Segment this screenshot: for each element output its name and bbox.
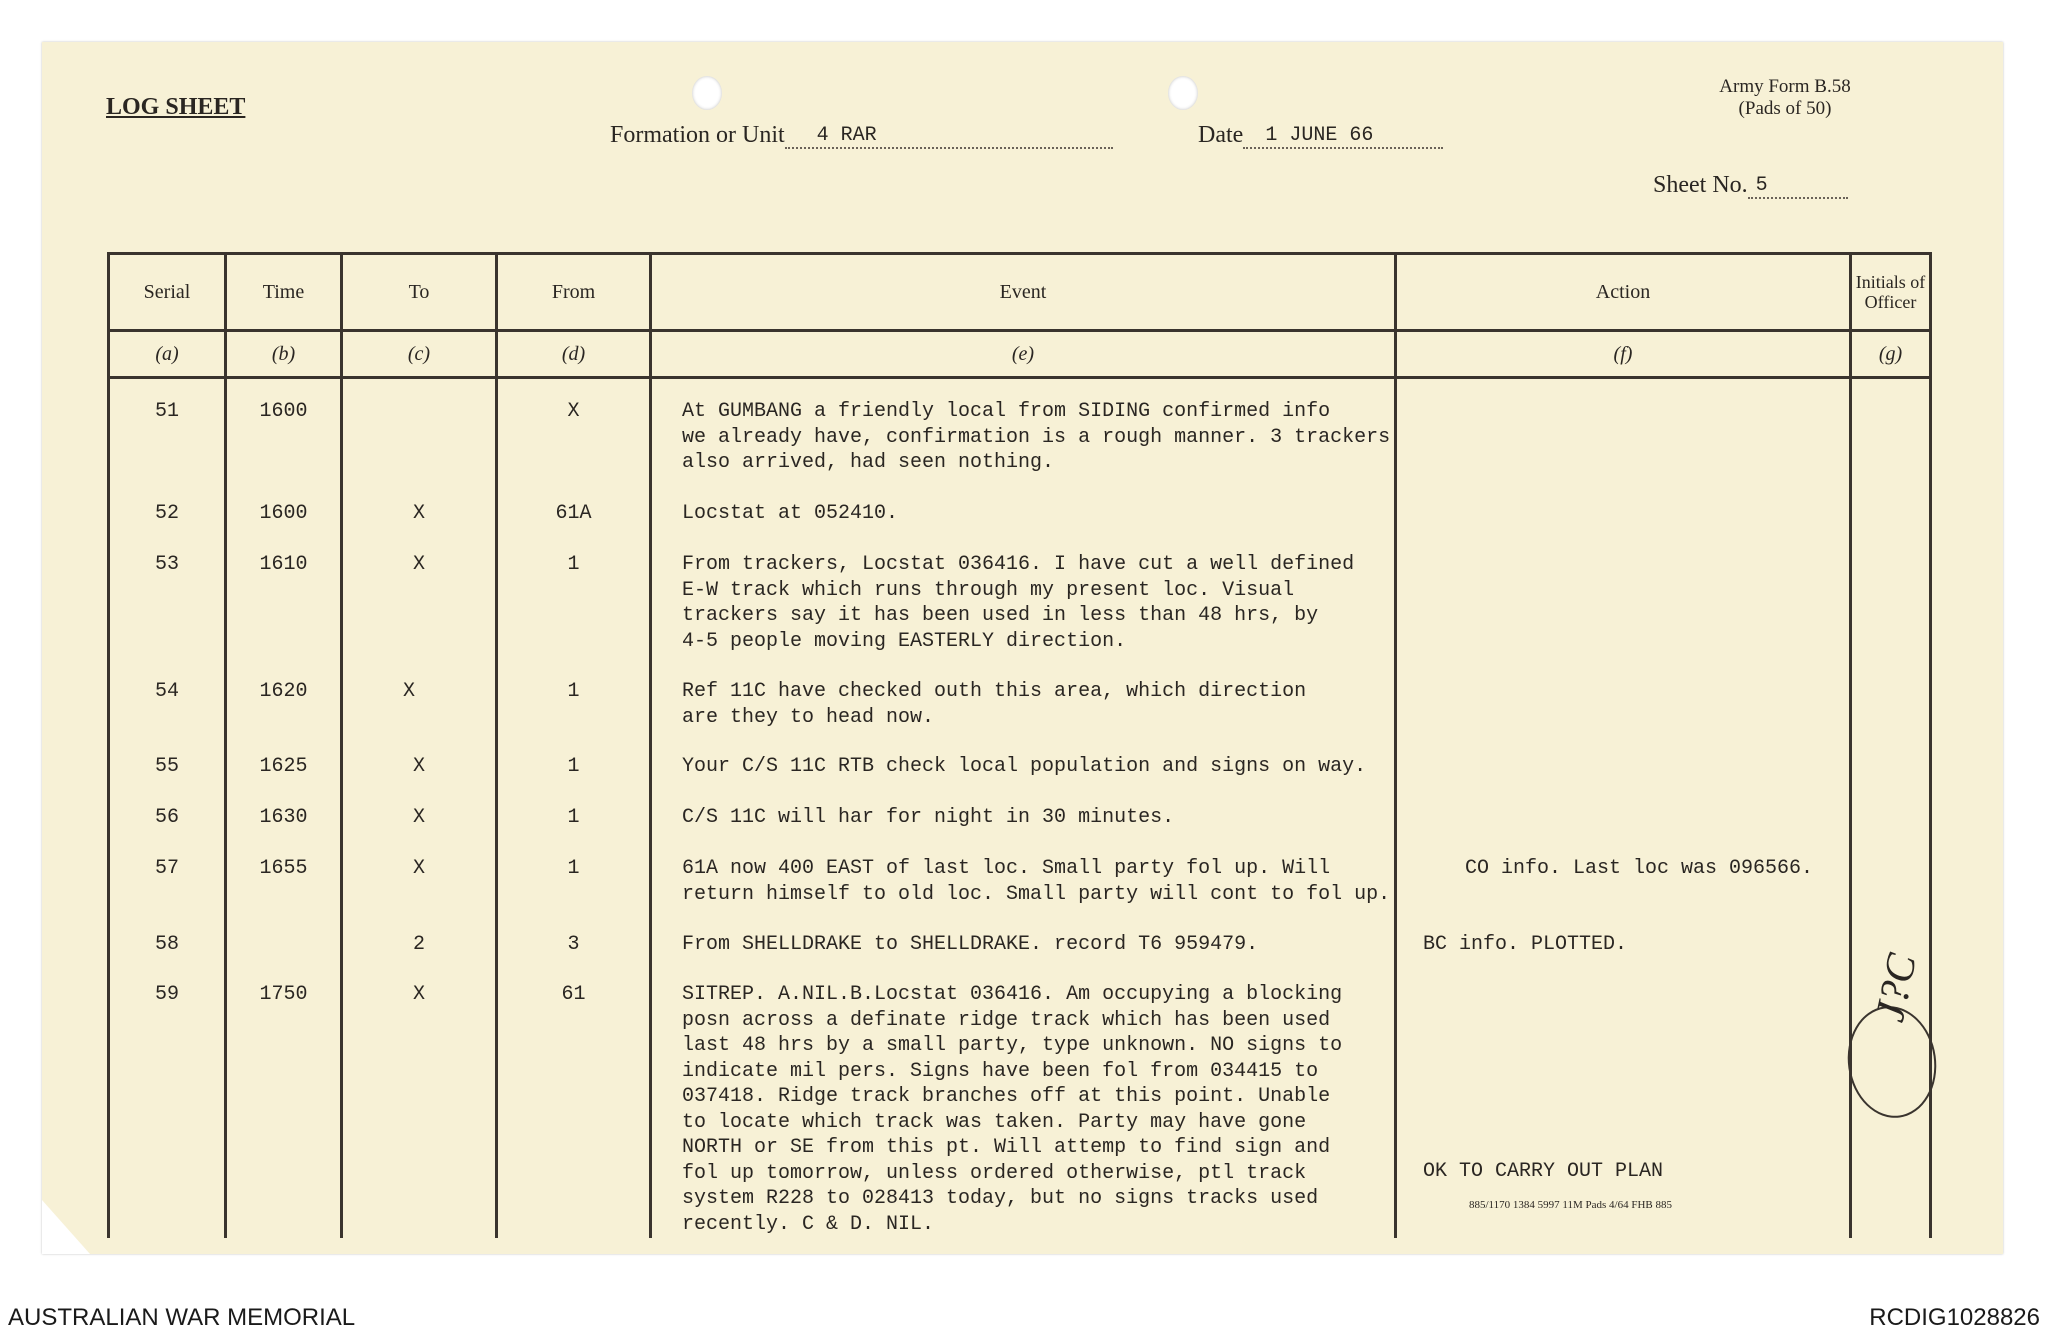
to-cell: 2 bbox=[412, 933, 425, 956]
from-cell: 1 bbox=[567, 857, 580, 880]
time-cell: 1610 bbox=[259, 553, 308, 576]
col-letter-f: (f) bbox=[1396, 331, 1851, 378]
event-cell: From SHELLDRAKE to SHELLDRAKE. record T6 959479. bbox=[682, 933, 1259, 956]
date-field bbox=[1198, 122, 1443, 149]
pads-note: (Pads of 50) bbox=[1738, 98, 1832, 119]
action-cell: CO info. Last loc was 096566. bbox=[1465, 857, 1814, 880]
date-value: 1 JUNE 66 bbox=[1265, 124, 1374, 147]
from-cell: 61 bbox=[561, 983, 586, 1006]
serial-cell: 54 bbox=[154, 680, 179, 703]
event-cell: From trackers, Locstat 036416. I have cut a well defined E-W track which runs through my present loc. Visual trackers say it has been used in less than 48 hrs, by 4-5 people moving EASTERLY direction. bbox=[682, 553, 1355, 653]
serial-cell: 56 bbox=[154, 806, 179, 829]
serial-column bbox=[109, 378, 226, 1239]
col-header-from: From bbox=[497, 254, 651, 331]
col-header-time: Time bbox=[226, 254, 342, 331]
col-letter-b: (b) bbox=[226, 331, 342, 378]
serial-cell: 57 bbox=[154, 857, 179, 880]
initials-signature: J?C bbox=[1866, 950, 1927, 1026]
letter-row bbox=[109, 331, 1931, 378]
to-cell: X bbox=[412, 806, 425, 829]
formation-field bbox=[610, 122, 1113, 149]
col-header-serial: Serial bbox=[109, 254, 226, 331]
from-column bbox=[497, 378, 651, 1239]
to-cell: X bbox=[412, 553, 425, 576]
log-table bbox=[107, 252, 1932, 1238]
folded-corner bbox=[42, 1200, 90, 1254]
formation-value-line bbox=[785, 124, 1113, 149]
from-cell: 1 bbox=[567, 680, 580, 703]
to-cell: X bbox=[412, 755, 425, 778]
sheet-no-label: Sheet No. bbox=[1653, 172, 1748, 198]
col-letter-a: (a) bbox=[109, 331, 226, 378]
event-cell: At GUMBANG a friendly local from SIDING confirmed info we already have, confirmation is a rough manner. 3 trackers also arrived, had seen nothing. bbox=[682, 400, 1391, 474]
time-cell: 1750 bbox=[259, 983, 308, 1006]
event-cell: Locstat at 052410. bbox=[682, 502, 899, 525]
col-letter-e: (e) bbox=[651, 331, 1396, 378]
col-letter-c: (c) bbox=[342, 331, 497, 378]
time-cell: 1655 bbox=[259, 857, 308, 880]
from-cell: 1 bbox=[567, 755, 580, 778]
event-cell: Your C/S 11C RTB check local population and signs on way. bbox=[682, 755, 1367, 778]
date-label: Date bbox=[1198, 122, 1244, 148]
from-cell: 1 bbox=[567, 806, 580, 829]
sheet-no-value-line bbox=[1748, 174, 1848, 199]
serial-cell: 52 bbox=[154, 502, 179, 525]
col-header-to: To bbox=[342, 254, 497, 331]
from-cell: 1 bbox=[567, 553, 580, 576]
col-letter-g: (g) bbox=[1851, 331, 1931, 378]
form-number: Army Form B.58 bbox=[1719, 76, 1851, 97]
punch-hole-right bbox=[1168, 76, 1198, 110]
event-cell: C/S 11C will har for night in 30 minutes. bbox=[682, 806, 1175, 829]
from-cell: X bbox=[567, 400, 580, 423]
to-column bbox=[342, 378, 497, 1239]
time-cell: 1630 bbox=[259, 806, 308, 829]
serial-cell: 55 bbox=[154, 755, 179, 778]
to-cell: X bbox=[412, 857, 425, 880]
action-column bbox=[1396, 378, 1851, 1239]
event-column bbox=[651, 378, 1396, 1239]
col-header-initials: Initials of Officer bbox=[1851, 254, 1931, 331]
sheet-no-value: 5 bbox=[1755, 174, 1768, 197]
time-cell: 1620 bbox=[259, 680, 308, 703]
sheet-title: LOG SHEET bbox=[106, 94, 246, 120]
form-number-block bbox=[1660, 76, 1910, 120]
to-cell: X bbox=[402, 680, 415, 703]
from-cell: 3 bbox=[567, 933, 580, 956]
action-cell: BC info. PLOTTED. bbox=[1423, 933, 1628, 956]
serial-cell: 58 bbox=[154, 933, 179, 956]
punch-hole-left bbox=[692, 76, 722, 110]
to-cell: X bbox=[412, 983, 425, 1006]
action-cell: OK TO CARRY OUT PLAN bbox=[1423, 1160, 1664, 1183]
time-cell: 1600 bbox=[259, 502, 308, 525]
sheet-no-field bbox=[1653, 172, 1848, 199]
from-cell: 61A bbox=[555, 502, 592, 525]
printer-code: 885/1170 1384 5997 11M Pads 4/64 FHB 885 bbox=[1469, 1199, 1673, 1211]
time-column bbox=[226, 378, 342, 1239]
formation-label: Formation or Unit bbox=[610, 122, 785, 148]
time-cell: 1600 bbox=[259, 400, 308, 423]
serial-cell: 51 bbox=[154, 400, 179, 423]
time-cell: 1625 bbox=[259, 755, 308, 778]
footer-bar bbox=[0, 1296, 2048, 1336]
to-cell: X bbox=[412, 502, 425, 525]
formation-value: 4 RAR bbox=[816, 124, 877, 147]
body-row bbox=[109, 378, 1931, 1239]
col-header-action: Action bbox=[1396, 254, 1851, 331]
col-header-event: Event bbox=[651, 254, 1396, 331]
footer-archive-name: AUSTRALIAN WAR MEMORIAL bbox=[8, 1304, 356, 1331]
col-letter-d: (d) bbox=[497, 331, 651, 378]
event-cell: Ref 11C have checked outh this area, which direction are they to head now. bbox=[682, 680, 1307, 729]
serial-cell: 53 bbox=[154, 553, 179, 576]
footer-record-id: RCDIG1028826 bbox=[1869, 1304, 2040, 1331]
event-cell: 61A now 400 EAST of last loc. Small party fol up. Will return himself to old loc. Small party will cont to fol up. bbox=[682, 857, 1391, 906]
header-row bbox=[109, 254, 1931, 331]
date-value-line bbox=[1243, 124, 1443, 149]
serial-cell: 59 bbox=[154, 983, 179, 1006]
event-cell: SITREP. A.NIL.B.Locstat 036416. Am occupying a blocking posn across a definate ridge track which has been used last 48 hrs by a small party, type unknown. NO signs to indicate mil pers. Signs have been fol from 034415 to 037418. Ridge track branches off at this point. Unable to locate which track was taken. Party may have gone NORTH or SE from this pt. Will attemp to find sign and fol up tomorrow, unless ordered otherwise, ptl track system R228 to 028413 today, but no signs tracks used recently. C & D. NIL. bbox=[682, 983, 1343, 1236]
